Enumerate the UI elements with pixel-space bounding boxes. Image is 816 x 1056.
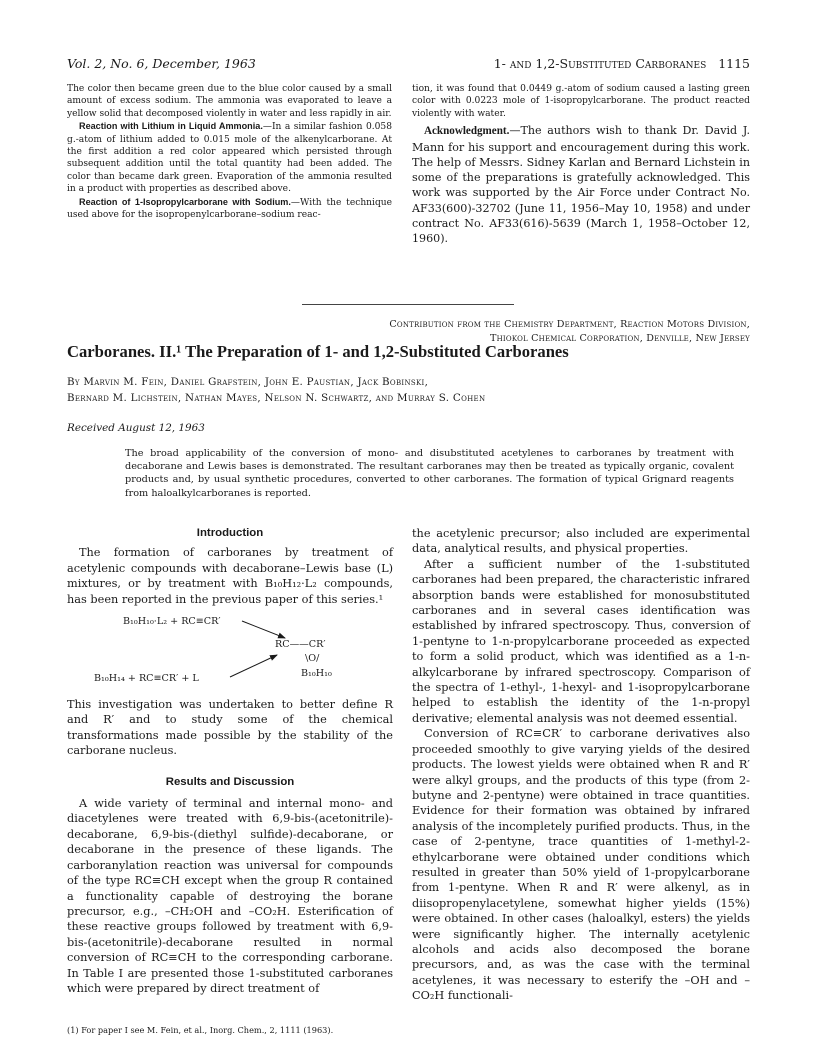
reactant-line-1: B₁₀H₁₀·L₂ + RC≡CR′ — [123, 616, 221, 628]
paragraph: The color then became green due to the blue color caused by a small amount of excess sodium. The ammonia was evaporated to leave a yellow solid that decomposed violently in water and less rapidly in air. — [67, 84, 392, 119]
author-list — [67, 375, 485, 406]
product-middle: \O/ — [305, 653, 320, 665]
paragraph-body: The authors wish to thank Dr. David J. Mann for his support and encouragement during this work. The help of Messrs. Sidney Karlan and Bernard Lichstein in some of the preparations is gratefully acknowledged. This work was supported by the Air Force under Contract No. AF33(600)-32702 (June 11, 1956–May 10, 1958) and under contract No. AF33(616)-5639 (March 1, 1958–October 12, 1960). — [412, 124, 750, 246]
paragraph: After a sufficient number of the 1-substituted carboranes had been prepared, the characteristic infrared absorption bands were established for monosubstituted carboranes and in several cases identification was established by infrared spectroscopy. Thus, conversion of 1-pentyne to 1-n-propylcarborane proceeded as expected to form a solid product, which was identified as a 1-n-alkylcarborane by infrared spectroscopy. Comparison of the spectra of 1-ethyl-, 1-hexyl- and 1-isopropylcarborane helped to establish the identity of the 1-n-propyl derivative; elemental analysis was not deemed essential. — [412, 557, 750, 725]
top-right-column — [412, 83, 750, 247]
article-title: Carboranes. II.¹ The Preparation of 1- and 1,2-Substituted Carboranes — [67, 342, 569, 361]
lower-right-column — [412, 526, 750, 1004]
section-heading-results: Results and Discussion — [165, 775, 295, 788]
journal-header: Vol. 2, No. 6, December, 1963 — [67, 56, 256, 71]
author-line: By Marvin M. Fein, Daniel Grafstein, John E. Paustian, Jack Bobinski, — [67, 376, 429, 388]
paragraph: The formation of carboranes by treatment of acetylenic compounds with decaborane–Lewis base (L) mixtures, or by treatment with B₁₀H₁₂·L₂ compounds, has been reported in the previous paper of this series.¹ — [67, 546, 393, 606]
run-in-heading: Reaction with Lithium in Liquid Ammonia. — [79, 121, 263, 132]
reactant-line-2: B₁₀H₁₄ + RC≡CR′ + L — [94, 673, 199, 685]
acknowledgment: Acknowledgment.—The authors wish to thank Dr. David J. Mann for his support and encouragement during this work. The help of Messrs. Sidney Karlan and Bernard Lichstein in some of the preparations is gratefully acknowledged. This work was supported by the Air Force under Contract No. AF33(600)-32702 (June 11, 1956–May 10, 1958) and under contract No. AF33(616)-5639 (March 1, 1958–October 12, 1960). — [412, 124, 750, 246]
paragraph: Conversion of RC≡CR′ to carborane derivatives also proceeded smoothly to give varying yields of the desired products. The lowest yields were obtained when R and R′ were alkyl groups, and the products of this type (from 2-butyne and 2-pentyne) were obtained in trace quantities. Evidence for their formation was obtained by infrared analysis of the incompletely purified products. Thus, in the case of 2-pentyne, trace quantities of 1-methyl-2-ethylcarborane were obtained under conditions which resulted in greater than 50% yield of 1-propylcarborane from 1-pentyne. When R and R′ were alkenyl, as in diisopropenylacetylene, somewhat higher yields (15%) were obtained. In other cases (haloalkyl, esters) the yields were significantly higher. The internally acetylenic alcohols and acids also decomposed the borane precursors, and, as was the case with the terminal acetylenes, it was necessary to esterify the –OH and –CO₂H functionali- — [412, 727, 750, 1003]
paragraph: A wide variety of terminal and internal mono- and diacetylenes were treated with 6,9-bis-(acetonitrile)-decaborane, 6,9-bis-(diethyl sulfide)-decaborane, or decaborane in the presence of these ligands. The carboranylation reaction was universal for compounds of the type RC≡CH except when the group R contained a functionality capable of destroying the borane precursor, e.g., –CH₂OH and –CO₂H. Esterification of these reactive groups followed by treatment with 6,9-bis-(acetonitrile)-decaborane resulted in normal conversion of RC≡CH to the corresponding carborane. In Table I are presented those 1-substituted carboranes which were prepared by direct treatment of — [67, 797, 393, 995]
product-top: RC——CR′ — [275, 639, 326, 651]
paragraph: Reaction with Lithium in Liquid Ammonia.—In a similar fashion 0.058 g.-atom of lithium added to 0.015 mole of the alkenylcarborane. At the first addition a red color appeared which persisted through subsequent addition until the total quantity had been added. The color than became dark green. Evaporation of the ammonia resulted in a product with properties as described above. — [67, 121, 392, 195]
footnote: (1) For paper I see M. Fein, et al., Inorg. Chem., 2, 1111 (1963). — [67, 1025, 334, 1035]
paragraph: the acetylenic precursor; also included are experimental data, analytical results, and physical properties. — [412, 527, 750, 556]
paragraph-body: In a similar fashion 0.058 g.-atom of lithium added to 0.015 mole of the alkenylcarborane. At the first addition a red color appeared which persisted through subsequent addition until the total quantity had been added. The color than became dark green. Evaporation of the ammonia resulted in a product with properties as described above. — [67, 122, 392, 195]
run-in-heading: Acknowledgment. — [424, 125, 510, 138]
affiliation-line: Contribution from the Chemistry Department, Reaction Motors Division, — [389, 319, 750, 330]
run-in-heading: Reaction of 1-Isopropylcarborane with Sodium. — [79, 196, 291, 207]
paragraph: Reaction of 1-Isopropylcarborane with Sodium.—With the technique used above for the isopropenylcarborane–sodium reac- — [67, 196, 392, 221]
section-heading-introduction: Introduction — [196, 527, 264, 539]
received-date: Received August 12, 1963 — [67, 422, 205, 434]
author-line: Bernard M. Lichstein, Nathan Mayes, Nelson N. Schwartz, and Murray S. Cohen — [67, 391, 486, 404]
paragraph-body: With the technique used above for the isopropenylcarborane–sodium reac- — [67, 197, 392, 221]
running-title: 1- and 1,2-Substituted Carboranes — [493, 56, 707, 71]
paragraph: tion, it was found that 0.0449 g.-atom of sodium caused a lasting green color with 0.0223 mole of 1-isopropylcarborane. The product reacted violently with water. — [412, 84, 750, 119]
abstract: The broad applicability of the conversion of mono- and disubstituted acetylenes to carboranes by treatment with decaborane and Lewis bases is demonstrated. The resultant carboranes may then be treated as typically organic, covalent products and, by usual synthetic procedures, converted to other carboranes. The formation of typical Grignard reagents from haloalkylcarboranes is reported. — [125, 448, 734, 499]
paragraph: This investigation was undertaken to better define R and R′ and to study some of the chemical transformations made possible by the stability of the carborane nucleus. — [67, 698, 393, 758]
reaction-arrows — [67, 607, 393, 697]
reaction-scheme — [67, 607, 393, 697]
running-header — [494, 56, 750, 71]
product-bottom: B₁₀H₁₀ — [301, 668, 332, 680]
page-number: 1115 — [718, 56, 750, 71]
top-left-column — [67, 83, 392, 221]
section-divider — [302, 304, 514, 305]
lower-left-column — [67, 526, 393, 996]
affiliation-line: Thiokol Chemical Corporation, Denville, New Jersey — [490, 333, 750, 344]
